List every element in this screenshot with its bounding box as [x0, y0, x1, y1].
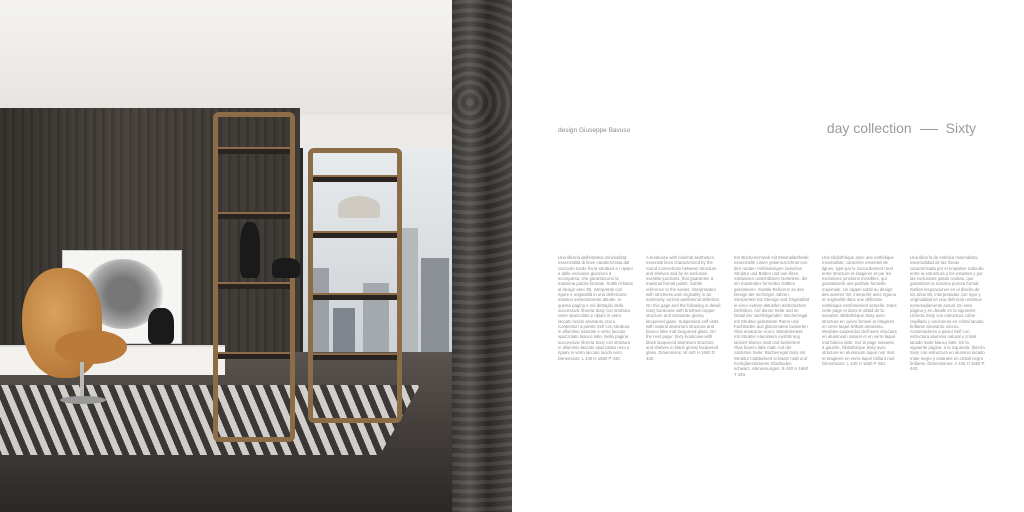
description-english: A bookcase with minimal aesthetics: essential lines characterized by the round connections between structure and shelves and by its exclusive invisible junctions, that guarantee a maximal formal polish. Subtle reference to the sixties, interpretated with strictness and originality in an extremely current aesthetical definition. On this page and the following in detail: Sixty bookcase with brushed copper structure and amaranto glossy lacquered glass. Suspended self units with natural aluminum structure and bianco latte mat lacquered glass. On the next page: Sixty bookcase with black lacquered aluminum structure and shelves in black glossy lacquered glass. Dimensions: W 440 H 1660 D 440.	[646, 255, 722, 361]
product-name: Sixty	[945, 120, 976, 136]
black-vase	[148, 308, 174, 344]
patterned-curtain	[452, 0, 512, 512]
collection-title: day collection	[826, 120, 912, 136]
description-german: Ein Bücherschrank mit Minimalästhetik: essenzielle Linien gekennzeichnet von den runden Verbindungen zwischen Struktur und Böden und von ihren exklusiven unsichtbaren Gelenken, die ein maximales formelles Glätten garantieren. Subtile Referenz an den Design der sechziger Jahren, interpretiert mit Strenge und Originalität in einer extrem aktuellen ästhetischen Definition. Auf dieser Seite und im Detail der nachfolgenden: Bücherregal mit Struktur gebürstete Rame und Fachböden aus glänzendem lackierten Glas amaranto scuro. Wandelement mit Struktur Aluminium Ausführung lackiert bianco matt und lackiertem Glas bianco latte matt. Auf der nächsten Seite: Bücherregal Sixty mit Struktur mattlackiert schwarz matt und hochglanzlackierte Glasboden schwarz. Abmessungen: B 440 H 1660 T 440.	[734, 255, 809, 377]
description-spanish: Una librería de estética minimalista: esencialidad de las líneas caracterizada por el empalme redondo entre la estructura y los estantes y por las exclusivas juntas ocultas, que garantizan la máxima pureza formal. Sutiles inspiraciones en el diseño de los años 60, interpretadas con rigor y originalidad en una definición estética extremadamente actual. En esta página y en detalle en la siguiente: Librería Sixty con estructura cobre cepillado y encimeras en cristal lacado brillante amaranto oscuro. Contenedores a pared Self con estructura aluminio natural y cristal lacado mate bianco latte. En la siguiente página: a la izquierda, librería Sixty con estructura en aluminio lacado mate negro y estantes en cristal negro brillante. Dimensiones: A 440 H 1660 P 440.	[910, 255, 985, 372]
sixty-bookcase-short	[308, 148, 402, 423]
description-italian: Una libreria dall'estetica minimalista: essenzialità di linee caratterizzata dal raccordo tondo fra la struttura e i ripiani e dalle esclusive giunzioni a scomparsa, che garantiscono la massima pulizia formale. Sottili richiami al design anni '60, interpretati con rigore e originalità in una definizione estetica estremamente attuale. In questa pagina e nel dettaglio della successiva: libreria Sixty con struttura rame spazzolato e ripiani in vetro laccato lucido amaranto scuro. Contenitori a parete Self con struttura in alluminio naturale e vetro laccato spazzolato bianco latte. Nella pagina successiva: libreria Sixty con struttura in alluminio laccato spazzolato nero e ripiani in vetro laccato lucido nero. Dimensioni: L 440 H 1660 P 440.	[558, 255, 633, 361]
collection-heading	[827, 120, 976, 136]
ceiling	[0, 0, 460, 115]
description-french: Une bibliothèque avec une esthétique minimaliste: caractère essentiel de lignes, typé par le raccordement rond entre structure et étagères et par les exclusives jonctions invisibles, qui garantissent une parfaite formelle maximale. Un rappel subtil au design des années '60, interprété avec rigueur et originalité dans une définition esthétique extrêmement actuelle. Dans cette page et dans le détail de la suivante: Bibliothèque Sixty avec structure en cuivre brossé et étagères en verre laqué brillant amaranto. Meubles suspendus Self avec structure en aluminium naturel et en verre laqué mat bianco latte. Sur la page suivante, à gauche, bibliothèque Sixty avec structure en aluminium laqué noir mat et étagères en verre laqué brillant noir. Dimensions: L 440 H 1660 P 440.	[822, 255, 897, 366]
description-columns	[558, 255, 985, 377]
designer-credit: design Giuseppe Bavuso	[558, 127, 631, 134]
text-page	[512, 0, 1024, 512]
